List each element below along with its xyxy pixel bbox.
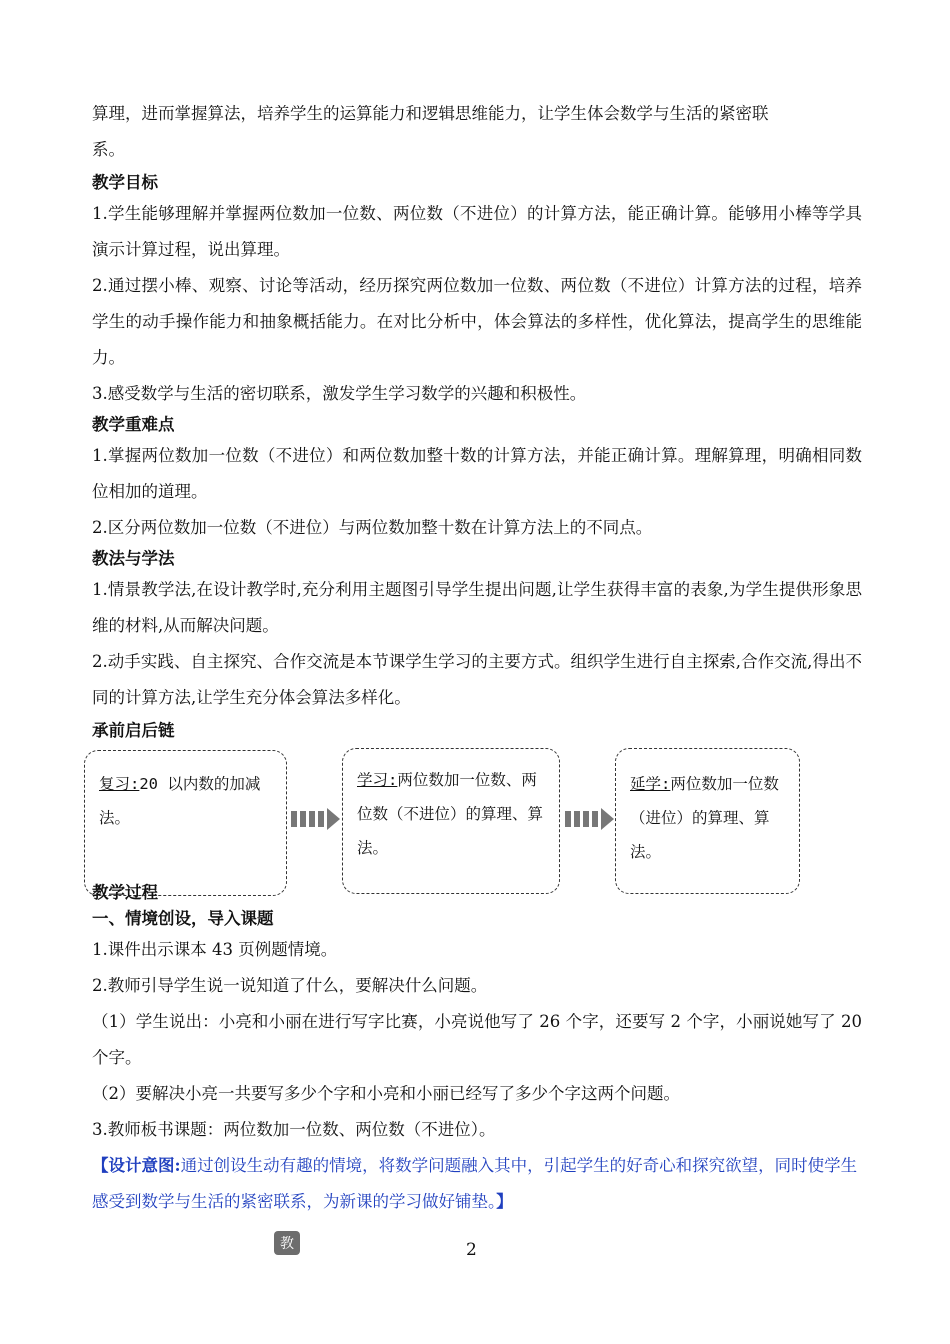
extend-box [615, 748, 800, 894]
process-item-4: （2）要解决小亮一共要写多少个字和小亮和小丽已经写了多少个字这两个问题。 [92, 1084, 680, 1103]
goal-item-3: 3.感受数学与生活的密切联系，激发学生学习数学的兴趣和积极性。 [92, 384, 587, 403]
learn-box [342, 748, 560, 894]
design-label: 设计意图: [108, 1156, 181, 1175]
document-body [92, 96, 862, 744]
intro-line-2: 系。 [92, 140, 125, 159]
key-point-1: 1.掌握两位数加一位数（不进位）和两位数加整十数的计算方法，并能正确计算。理解算理，明确相同数位相加的道理。 [92, 446, 862, 501]
review-text: 20 以内数的加减法。 [99, 775, 261, 827]
review-tag: 复习: [99, 775, 140, 793]
extend-tag: 延学: [630, 775, 671, 793]
arrow-icon-2 [565, 810, 614, 828]
design-intent [92, 1148, 862, 1220]
goals-heading: 教学目标 [92, 173, 158, 192]
key-points-heading: 教学重难点 [92, 415, 175, 434]
arrow-icon-1 [291, 810, 340, 828]
methods-heading: 教法与学法 [92, 549, 175, 568]
process-heading: 教学过程 [92, 883, 158, 902]
goal-item-1: 1.学生能够理解并掌握两位数加一位数、两位数（不进位）的计算方法，能正确计算。能够用小棒等学具演示计算过程，说出算理。 [92, 204, 862, 259]
method-item-1: 1.情景教学法,在设计教学时,充分利用主题图引导学生提出问题,让学生获得丰富的表象,为学生提供形象思维的材料,从而解决问题。 [92, 580, 862, 635]
process-section [92, 880, 862, 1220]
learn-text: 两位数加一位数、两位数（不进位）的算理、算法。 [357, 771, 544, 857]
review-box [84, 750, 287, 896]
learn-tag: 学习: [357, 771, 398, 789]
section-1-heading: 一、情境创设，导入课题 [92, 909, 274, 928]
logo-icon: 教 [274, 1231, 300, 1255]
process-item-2: 2.教师引导学生说一说知道了什么，要解决什么问题。 [92, 976, 488, 995]
intro-line-1: 算理，进而掌握算法，培养学生的运算能力和逻辑思维能力，让学生体会数学与生活的紧密联 [92, 104, 769, 123]
method-item-2: 2.动手实践、自主探究、合作交流是本节课学生学习的主要方式。组织学生进行自主探索,合作交流,得出不同的计算方法,让学生充分体会算法多样化。 [92, 652, 862, 707]
extend-text: 两位数加一位数（进位）的算理、算法。 [630, 775, 779, 861]
page-number: 2 [466, 1240, 477, 1260]
chain-heading: 承前启后链 [92, 721, 175, 740]
process-item-5: 3.教师板书课题：两位数加一位数、两位数（不进位）。 [92, 1120, 496, 1139]
design-close-bracket: 】 [496, 1192, 513, 1211]
design-open-bracket: 【 [92, 1156, 109, 1175]
goal-item-2: 2.通过摆小棒、观察、讨论等活动，经历探究两位数加一位数、两位数（不进位）计算方法的过程，培养学生的动手操作能力和抽象概括能力。在对比分析中，体会算法的多样性，优化算法，提高学生的思维能力。 [92, 276, 862, 367]
process-item-1: 1.课件出示课本 43 页例题情境。 [92, 940, 338, 959]
design-text: 通过创设生动有趣的情境，将数学问题融入其中，引起学生的好奇心和探究欲望，同时使学生感受到数学与生活的紧密联系，为新课的学习做好铺垫。 [92, 1156, 858, 1211]
key-point-2: 2.区分两位数加一位数（不进位）与两位数加整十数在计算方法上的不同点。 [92, 518, 653, 537]
process-item-3: （1）学生说出：小亮和小丽在进行写字比赛，小亮说他写了 26 个字，还要写 2 个字，小丽说她写了 20 个字。 [92, 1012, 862, 1067]
